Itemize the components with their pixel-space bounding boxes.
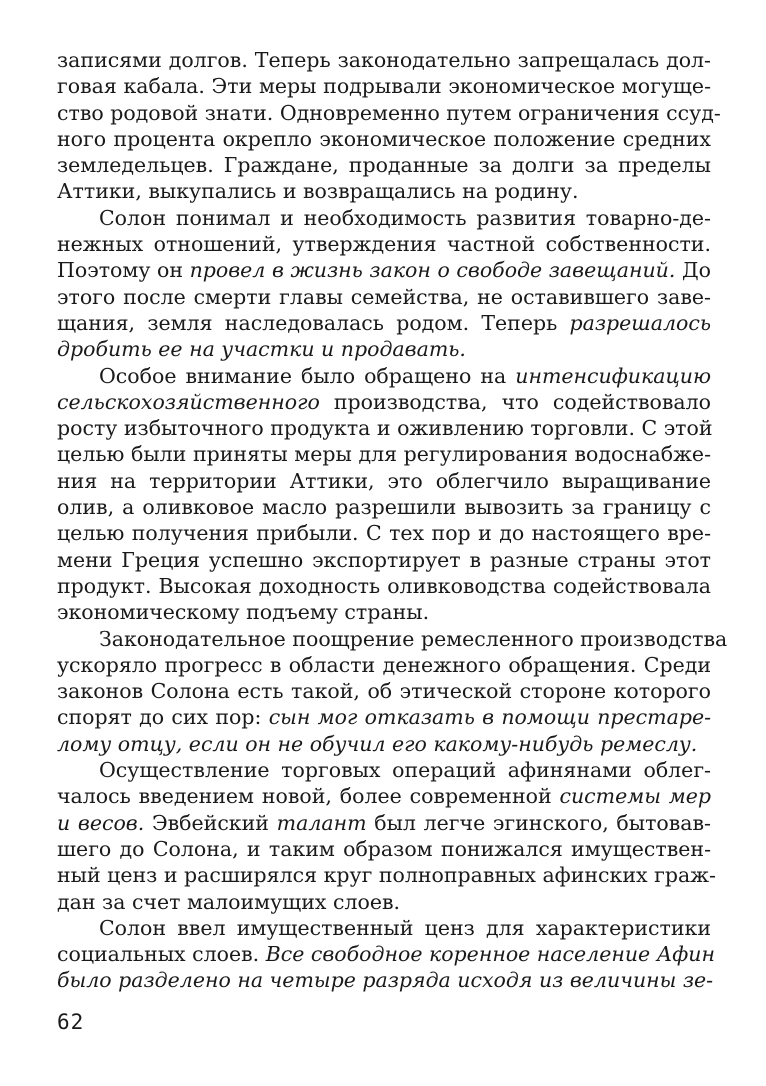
text: шего до Солона, и таким образом понижался имуществен- [57, 836, 711, 861]
text-line [57, 652, 711, 678]
text-line [57, 547, 711, 573]
text-line [57, 494, 711, 520]
text: ускоряло прогресс в области денежного обращения. Среди [57, 652, 711, 677]
text: продукт. Высокая доходность оливководства содействовала [57, 573, 711, 598]
text: этого после смерти главы семейства, не оставившего заве- [57, 284, 711, 309]
text-line [57, 73, 711, 99]
text-line [57, 626, 728, 652]
paragraph [57, 363, 711, 626]
text-line [57, 310, 711, 336]
italic-text: было разделено на четыре разряда исходя из величины зе- [57, 968, 714, 993]
text: Законодательное поощрение ремесленного производства [99, 626, 728, 651]
text: Осуществление торговых операций афинянами облег- [99, 758, 711, 783]
text: мени Греция успешно экспортирует в разные страны этот [57, 547, 711, 572]
italic-text: талант [276, 810, 367, 835]
page-number: 62 [57, 1010, 85, 1034]
text-line [57, 862, 716, 888]
text: был легче эгинского, бытовав- [366, 810, 711, 835]
text: ство родовой знати. Одновременно путем ограничения ссуд- [57, 100, 721, 125]
text: Аттики, выкупались и возвращались на родину. [57, 179, 579, 204]
text-line [57, 336, 711, 362]
italic-text: дробить ее на участки и продавать. [57, 337, 466, 362]
italic-text: провел в жизнь закон о свободе завещаний. [189, 258, 676, 283]
text: законов Солона есть такой, об этической стороне которого [57, 679, 711, 704]
italic-text: разрешалось [569, 310, 711, 335]
paragraph [57, 205, 711, 363]
text-line [57, 126, 711, 152]
text: Поэтому он [57, 258, 190, 283]
text-line [57, 389, 711, 415]
text: записями долгов. Теперь законодательно запрещалась дол- [57, 48, 711, 72]
text: Особое внимание было обращено на [99, 363, 516, 388]
text: социальных слоев. [57, 942, 266, 967]
paragraph [57, 757, 716, 915]
text-line [57, 757, 711, 783]
text: росту избыточного продукта и оживлению торговли. С этой [57, 416, 713, 441]
text: целью получения прибыли. С тех пор и до настоящего вре- [57, 521, 711, 546]
text: чалось введением новой, более современной [57, 784, 560, 809]
text-line [57, 468, 711, 494]
italic-text: интенсификацию [515, 363, 711, 388]
paragraph [57, 47, 721, 205]
text: Солон понимал и необходимость развития товарно-де- [99, 205, 711, 230]
italic-text: и весов. [57, 810, 145, 835]
text-line [57, 415, 711, 441]
paragraph [57, 626, 728, 757]
text-line [57, 810, 711, 836]
text: Эвбейский [144, 810, 277, 835]
text: производства, что содействовало [319, 389, 711, 414]
text-line [57, 520, 711, 546]
text-line [57, 205, 711, 231]
text-line [57, 783, 711, 809]
text-line [57, 967, 714, 993]
text-line [57, 257, 711, 283]
text-line [57, 284, 711, 310]
body-text [57, 47, 728, 994]
text-line [57, 599, 711, 625]
text-line [57, 231, 711, 257]
italic-text: сын мог отказать в помощи престаре- [268, 705, 712, 730]
text: олив, а оливковое масло разрешили вывозить за границу с [57, 495, 711, 520]
text-line [57, 836, 711, 862]
italic-text: Все свободное коренное население Афин [265, 942, 715, 967]
text: ный ценз и расширялся круг полноправных афинских граж- [57, 863, 716, 888]
text: экономическому подъему страны. [57, 600, 430, 625]
text: До [675, 258, 711, 283]
italic-text: лому отцу, если он не обучил его какому-нибудь ремеслу. [57, 731, 698, 756]
text: спорят до сих пор: [57, 705, 269, 730]
paragraph [57, 915, 715, 994]
text: Солон ввел имущественный ценз для характеристики [99, 915, 711, 940]
italic-text: сельскохозяйственного [57, 389, 320, 414]
text-line [57, 441, 711, 467]
text-line [57, 363, 711, 389]
text-line [57, 889, 711, 915]
text: говая кабала. Эти меры подрывали экономическое могуще- [57, 74, 711, 99]
text-line [57, 100, 721, 126]
text-line [57, 678, 711, 704]
text-line [57, 731, 711, 757]
text: щания, земля наследовалась родом. Теперь [57, 310, 570, 335]
text: дан за счет малоимущих слоев. [57, 889, 401, 914]
text: целью были приняты меры для регулирования водоснабже- [57, 442, 711, 467]
text: ного процента окрепло экономическое положение средних [57, 126, 711, 151]
text-line [57, 704, 711, 730]
text: земледельцев. Граждане, проданные за долги за пределы [57, 153, 711, 178]
text-line [57, 941, 715, 967]
text-line [57, 152, 711, 178]
text: ния на территории Аттики, это облегчило выращивание [57, 468, 711, 493]
text-line [57, 573, 711, 599]
text-line [57, 47, 711, 73]
text-line [57, 178, 711, 204]
italic-text: системы мер [559, 784, 711, 809]
text: нежных отношений, утверждения частной собственности. [57, 232, 711, 257]
text-line [57, 915, 711, 941]
